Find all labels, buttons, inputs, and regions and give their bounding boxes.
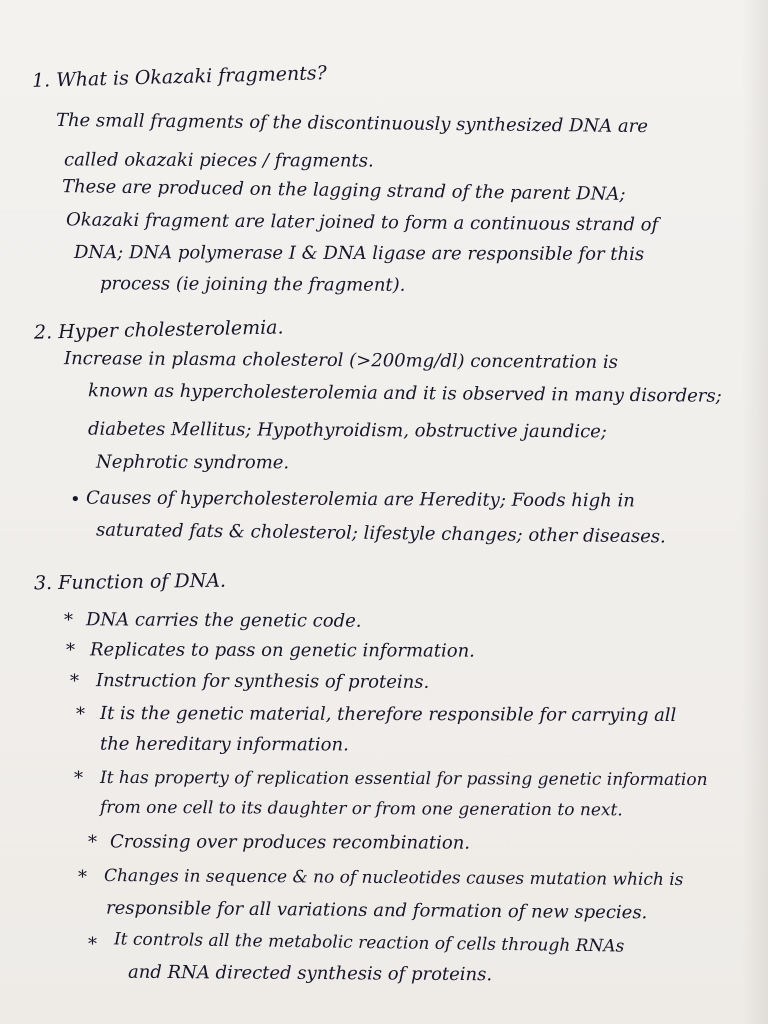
section3-star-6: * [88, 832, 97, 853]
section1-line-3: These are produced on the lagging strand of the parent DNA; [61, 176, 626, 205]
section3-star-8: * [88, 934, 97, 955]
section2-line-4: Nephrotic syndrome. [95, 451, 290, 474]
section3-item-4: It is the genetic material, therefore responsible for carrying all [99, 702, 677, 727]
section1-line-1: The small fragments of the discontinuously synthesized DNA are [55, 109, 649, 138]
section1-line-4: Okazaki fragment are later joined to form a continuous strand of [65, 209, 659, 236]
section2-bullet-line-2: saturated fats & cholesterol; lifestyle changes; other diseases. [95, 519, 666, 548]
section3-item-2: Replicates to pass on genetic information. [89, 639, 475, 662]
section3-item-5: It has property of replication essential for passing genetic information [99, 767, 708, 791]
section2-line-3: diabetes Mellitus; Hypothyroidism, obstructive jaundice; [87, 418, 607, 443]
section1-line-5: DNA; DNA polymerase I & DNA ligase are responsible for this [73, 242, 645, 265]
section3-star-1: * [64, 610, 73, 631]
section3-item-8: It controls all the metabolic reaction of cells through RNAs [113, 929, 625, 957]
section3-item-5-cont: from one cell to its daughter or from one generation to next. [99, 797, 623, 821]
section3-item-1: DNA carries the genetic code. [85, 609, 362, 632]
section3-item-7-cont: responsible for all variations and formation of new species. [105, 897, 648, 924]
section1-heading: 1. What is Okazaki fragments? [31, 62, 328, 92]
section3-star-3: * [70, 671, 79, 692]
section3-star-4: * [76, 704, 85, 725]
section3-item-8-cont: and RNA directed synthesis of proteins. [127, 961, 493, 986]
section1-line-2: called okazaki pieces / fragments. [63, 149, 374, 172]
section3-star-2: * [66, 640, 75, 661]
section3-item-4-cont: the hereditary information. [99, 733, 349, 756]
section3-item-6: Crossing over produces recombination. [109, 831, 471, 854]
section1-line-6: process (ie joining the fragment). [99, 273, 406, 296]
section2-bullet: • [70, 489, 81, 510]
section2-line-1: Increase in plasma cholesterol (>200mg/dl) concentration is [63, 348, 618, 373]
section2-heading: 2. Hyper cholesterolemia. [33, 316, 284, 344]
section3-star-7: * [78, 867, 87, 888]
section2-bullet-line-1: Causes of hypercholesterolemia are Heredity; Foods high in [85, 487, 635, 512]
section3-star-5: * [74, 768, 83, 789]
section3-item-3: Instruction for synthesis of proteins. [95, 670, 430, 693]
section2-line-2: known as hypercholesterolemia and it is observed in many disorders; [87, 380, 722, 407]
section3-heading: 3. Function of DNA. [33, 569, 227, 595]
section3-item-7: Changes in sequence & no of nucleotides causes mutation which is [103, 865, 684, 891]
